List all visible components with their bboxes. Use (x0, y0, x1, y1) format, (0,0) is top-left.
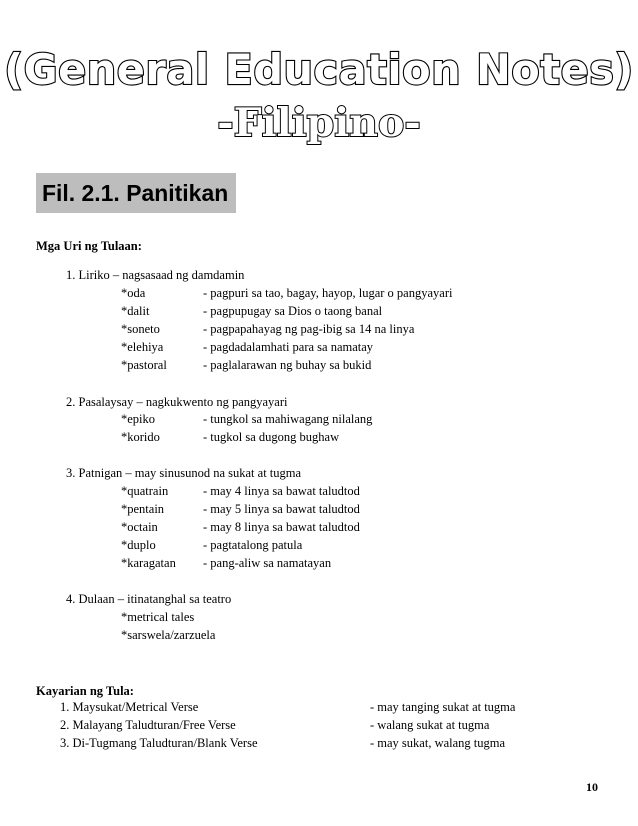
group-label: 3. Patnigan – may sinusunod na sukat at tugma (66, 466, 302, 480)
group-label: 1. Liriko – nagsasaad ng damdamin (66, 268, 245, 282)
kayarian-heading: Kayarian ng Tula: (36, 684, 134, 698)
item-term: *pentain (121, 502, 165, 516)
item-definition: - pagpapahayag ng pag-ibig sa 14 na linya (203, 322, 415, 336)
item-definition: - pang-aliw sa namatayan (203, 556, 332, 570)
item-definition: - pagpupugay sa Dios o taong banal (203, 304, 383, 318)
item-term: *duplo (121, 538, 156, 552)
section-label: Fil. 2.1. Panitikan (36, 173, 236, 213)
item-term: *karagatan (121, 556, 176, 570)
item-definition: - may 5 linya sa bawat taludtod (203, 502, 360, 516)
item-term: *elehiya (121, 340, 164, 354)
kayarian-desc: - may tanging sukat at tugma (370, 700, 516, 714)
item-term: *oda (121, 286, 146, 300)
group-label: 2. Pasalaysay – nagkukwento ng pangyayari (66, 395, 288, 409)
kayarian-name: 3. Di-Tugmang Taludturan/Blank Verse (60, 736, 258, 750)
item-definition: - paglalarawan ng buhay sa bukid (203, 358, 372, 372)
page-subtitle: -Filipino- (217, 100, 421, 146)
group-label: 4. Dulaan – itinatanghal sa teatro (66, 592, 232, 606)
item-term: *octain (121, 520, 158, 534)
item-term: *dalit (121, 304, 150, 318)
item-definition: - pagdadalamhati para sa namatay (203, 340, 374, 354)
kayarian-name: 2. Malayang Taludturan/Free Verse (60, 718, 236, 732)
kayarian-desc: - may sukat, walang tugma (370, 736, 506, 750)
uri-heading: Mga Uri ng Tulaan: (36, 239, 142, 253)
item-definition: - may 8 linya sa bawat taludtod (203, 520, 360, 534)
kayarian-desc: - walang sukat at tugma (370, 718, 490, 732)
item-term: *korido (121, 430, 160, 444)
page-title: (General Education Notes) (4, 46, 634, 94)
item-definition: - may 4 linya sa bawat taludtod (203, 484, 360, 498)
kayarian-name: 1. Maysukat/Metrical Verse (60, 700, 199, 714)
item-term: *quatrain (121, 484, 169, 498)
item-definition: - tugkol sa dugong bughaw (203, 430, 340, 444)
item-definition: - pagtatalong patula (203, 538, 303, 552)
item-definition: - pagpuri sa tao, bagay, hayop, lugar o pangyayari (203, 286, 453, 300)
item-term: *pastoral (121, 358, 167, 372)
page-number: 10 (586, 780, 598, 794)
item-term: *epiko (121, 412, 156, 426)
item-term: *metrical tales (121, 610, 195, 624)
item-term: *sarswela/zarzuela (121, 628, 216, 642)
item-term: *soneto (121, 322, 160, 336)
item-definition: - tungkol sa mahiwagang nilalang (203, 412, 373, 426)
